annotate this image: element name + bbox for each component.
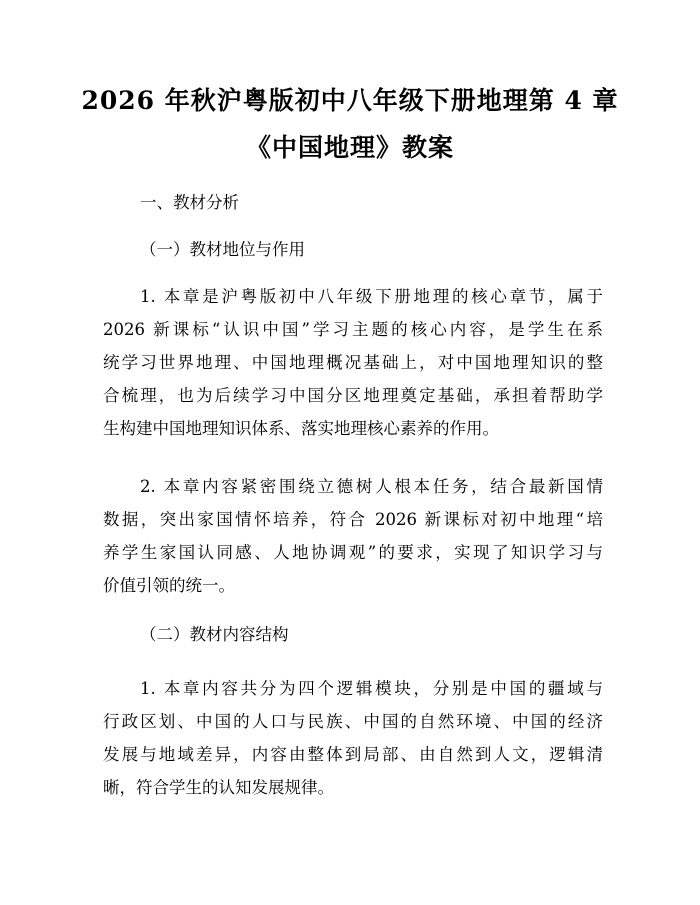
paragraph-line: 数据，突出家国情怀培养，符合 2026 新课标对初中地理“培 <box>103 510 603 529</box>
paragraph-line: 养学生家国认同感、人地协调观”的要求，实现了知识学习与 <box>103 543 603 562</box>
paragraph-line: 1. 本章是沪粤版初中八年级下册地理的核心章节，属于 <box>140 287 603 306</box>
document-title-line-2: 《中国地理》教案 <box>245 133 454 162</box>
subsection-heading-status-and-role: （一）教材地位与作用 <box>140 240 305 259</box>
paragraph-line: 行政区划、中国的人口与民族、中国的自然环境、中国的经济 <box>103 712 603 731</box>
paragraph-line: 发展与地域差异，内容由整体到局部、由自然到人文，逻辑清 <box>103 745 603 764</box>
paragraph-line: 价值引领的统一。 <box>103 576 235 595</box>
paragraph-line: 生构建中国地理知识体系、落实地理核心素养的作用。 <box>103 419 499 438</box>
document-title-line-1: 2026 年秋沪粤版初中八年级下册地理第 4 章 <box>81 86 619 115</box>
paragraph-line: 1. 本章内容共分为四个逻辑模块，分别是中国的疆域与 <box>140 679 603 698</box>
subsection-heading-content-structure: （二）教材内容结构 <box>140 625 289 644</box>
paragraph-line: 合梳理，也为后续学习中国分区地理奠定基础，承担着帮助学 <box>103 386 603 405</box>
paragraph-line: 2. 本章内容紧密围绕立德树人根本任务，结合最新国情 <box>140 477 603 496</box>
section-heading-textbook-analysis: 一、教材分析 <box>140 193 239 212</box>
paragraph-line: 晰，符合学生的认知发展规律。 <box>103 778 334 797</box>
paragraph-line: 2026 新课标“认识中国”学习主题的核心内容，是学生在系 <box>103 320 603 339</box>
paragraph-line: 统学习世界地理、中国地理概况基础上，对中国地理知识的整 <box>103 353 603 372</box>
